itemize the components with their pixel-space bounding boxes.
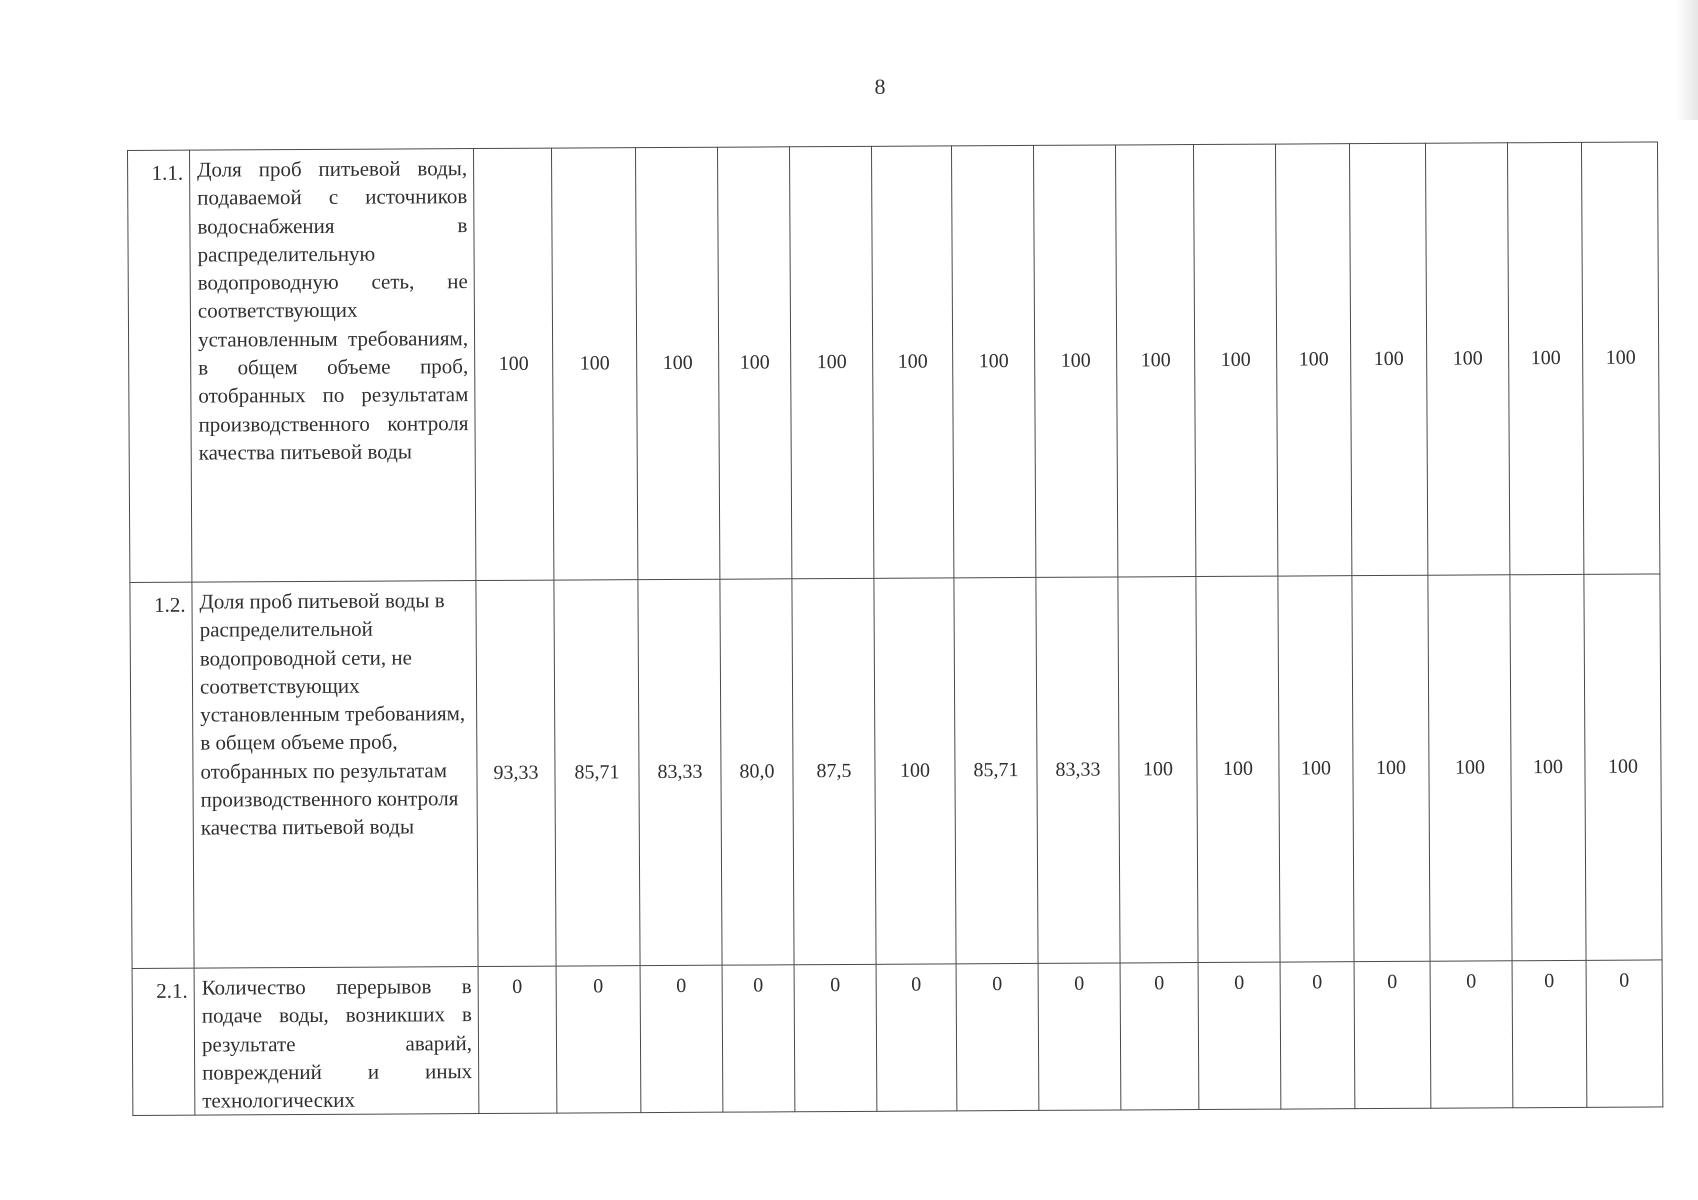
value-cell: 100 [1278, 576, 1354, 962]
value-cell: 100 [871, 146, 953, 578]
value-cell: 83,33 [638, 579, 722, 965]
value-cell: 100 [874, 578, 956, 964]
indicator-table [127, 141, 1663, 1116]
value-cell: 0 [722, 965, 795, 1113]
indicator-table-wrapper [127, 141, 1663, 1116]
value-cell: 0 [1198, 962, 1281, 1110]
value-cell: 100 [1352, 575, 1430, 961]
indicator-name: Доля проб питьевой воды, подаваемой с источников водоснабжения в распределительную водопроводную сеть, не соответствующих установленным требованиям, в общем объеме проб, отобранных по результатам производственного контроля качества питьевой воды [190, 149, 476, 583]
table-row [130, 574, 1662, 969]
value-cell: 93,33 [476, 580, 556, 966]
value-cell: 100 [1275, 144, 1351, 576]
row-number: 1.2. [130, 582, 194, 968]
value-cell: 100 [635, 147, 719, 579]
value-cell: 0 [556, 966, 641, 1114]
value-cell: 0 [478, 966, 557, 1114]
value-cell: 0 [794, 964, 877, 1112]
indicator-name: Доля проб питьевой воды в распределительной водопроводной сети, не соответствующих установленным требованиям, в общем объеме проб, отобранных по результатам производственного контроля качества питьевой воды [192, 581, 478, 969]
value-cell: 100 [1581, 142, 1659, 574]
value-cell: 100 [1349, 143, 1427, 575]
value-cell: 100 [717, 147, 791, 579]
scan-edge-shadow [1676, 0, 1698, 120]
value-cell: 83,33 [1036, 577, 1120, 963]
value-cell: 0 [1354, 961, 1431, 1109]
value-cell: 100 [1193, 144, 1277, 576]
value-cell: 100 [789, 146, 873, 578]
value-cell: 100 [1118, 577, 1198, 963]
value-cell: 100 [1584, 574, 1662, 960]
value-cell: 0 [1120, 963, 1199, 1111]
page-number: 8 [874, 74, 886, 99]
value-cell: 100 [1428, 575, 1512, 961]
table-row [128, 142, 1660, 583]
value-cell: 85,71 [554, 580, 640, 966]
value-cell: 80,0 [720, 579, 794, 965]
value-cell: 100 [1510, 574, 1586, 960]
value-cell: 100 [551, 148, 637, 580]
value-cell: 0 [1586, 960, 1663, 1108]
table-row [132, 960, 1663, 1116]
value-cell: 100 [1115, 145, 1195, 577]
value-cell: 100 [1507, 142, 1583, 574]
value-cell: 0 [640, 965, 723, 1113]
value-cell: 100 [1196, 576, 1280, 962]
value-cell: 87,5 [792, 578, 876, 964]
value-cell: 0 [1512, 960, 1587, 1108]
value-cell: 0 [1280, 962, 1355, 1110]
value-cell: 100 [473, 148, 553, 580]
value-cell: 0 [956, 963, 1039, 1111]
row-number: 2.1. [132, 968, 195, 1116]
value-cell: 0 [1430, 961, 1513, 1109]
row-number: 1.1. [128, 150, 192, 582]
value-cell: 0 [876, 964, 957, 1112]
value-cell: 100 [1425, 143, 1509, 575]
value-cell: 100 [951, 145, 1035, 577]
indicator-name: Количество перерывов в подаче воды, возникших в результате аварий, повреждений и иных технологических [194, 967, 479, 1116]
value-cell: 100 [1033, 145, 1117, 577]
value-cell: 0 [1038, 963, 1121, 1111]
value-cell: 85,71 [954, 577, 1038, 963]
